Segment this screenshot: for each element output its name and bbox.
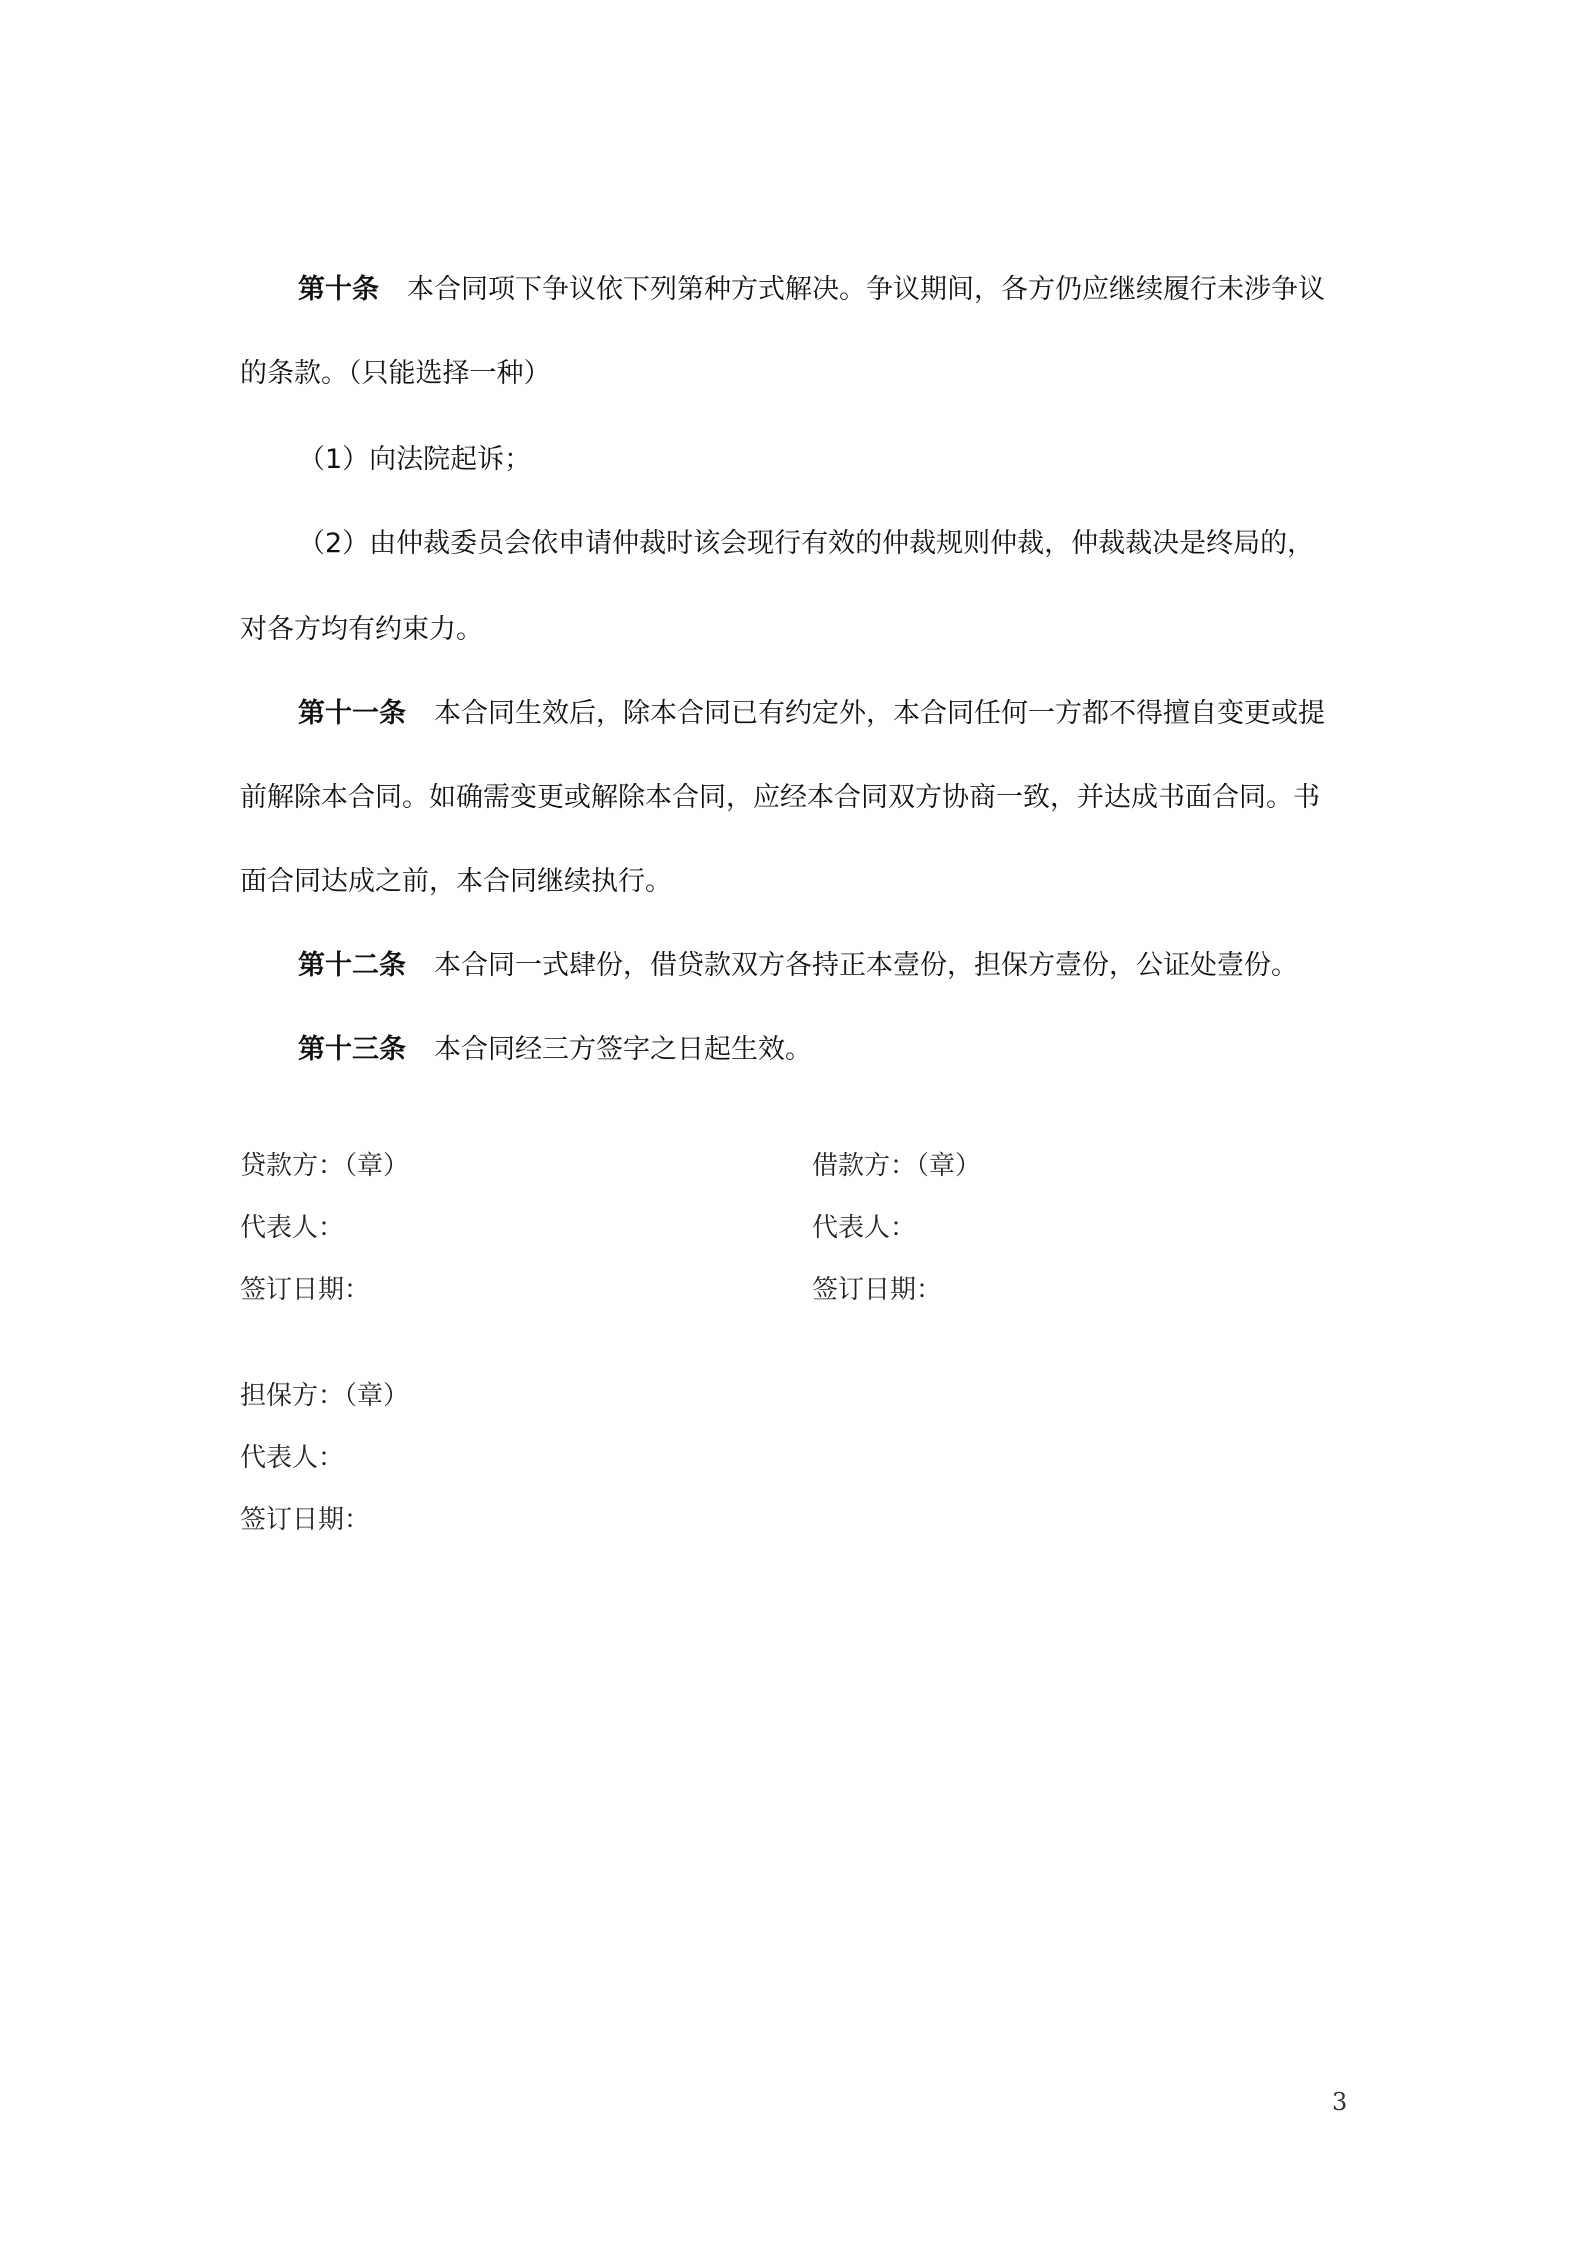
- page-number: 3: [1332, 2088, 1348, 2116]
- article-11-text-1: 本合同生效后，除本合同已有约定外，本合同任何一方都不得擅自变更或提: [434, 698, 1325, 729]
- article-13-text-1: 本合同经三方签字之日起生效。: [434, 1034, 812, 1065]
- lender-representative-label: 代表人：: [240, 1213, 345, 1243]
- article-11-line-3: 面合同达成之前，本合同继续执行。: [240, 866, 672, 897]
- article-11-line-1: [298, 694, 1325, 734]
- article-10-text-1: 本合同项下争议依下列第种方式解决。争议期间，各方仍应继续履行未涉争议: [407, 274, 1325, 305]
- borrower-representative-label: 代表人：: [812, 1213, 917, 1243]
- article-12-title: 第十二条: [298, 950, 406, 981]
- article-13-line-1: [298, 1030, 812, 1070]
- article-12-text-1: 本合同一式肆份，借贷款双方各持正本壹份，担保方壹份，公证处壹份。: [434, 950, 1298, 981]
- article-13-title: 第十三条: [298, 1034, 406, 1065]
- lender-sign-date-label: 签订日期：: [240, 1275, 371, 1305]
- article-10-line-1: [298, 270, 1325, 310]
- guarantor-party-label: 担保方：（章）: [240, 1381, 410, 1411]
- guarantor-sign-date-label: 签订日期：: [240, 1505, 371, 1535]
- article-10-title: 第十条: [298, 274, 379, 305]
- article-11-title: 第十一条: [298, 698, 406, 729]
- article-10-line-2: 的条款。（只能选择一种）: [240, 358, 551, 389]
- article-10-option-1: （1）向法院起诉；: [298, 444, 532, 475]
- guarantor-representative-label: 代表人：: [240, 1443, 345, 1473]
- article-10-option-2-line-2: 对各方均有约束力。: [240, 614, 483, 645]
- article-11-line-2: 前解除本合同。如确需变更或解除本合同，应经本合同双方协商一致，并达成书面合同。书: [240, 782, 1320, 813]
- lender-party-label: 贷款方：（章）: [240, 1151, 410, 1181]
- borrower-sign-date-label: 签订日期：: [812, 1275, 943, 1305]
- article-12-line-1: [298, 946, 1298, 986]
- borrower-party-label: 借款方：（章）: [812, 1151, 982, 1181]
- article-10-option-2-line-1: （2）由仲裁委员会依申请仲裁时该会现行有效的仲裁规则仲裁，仲裁裁决是终局的，: [298, 528, 1315, 559]
